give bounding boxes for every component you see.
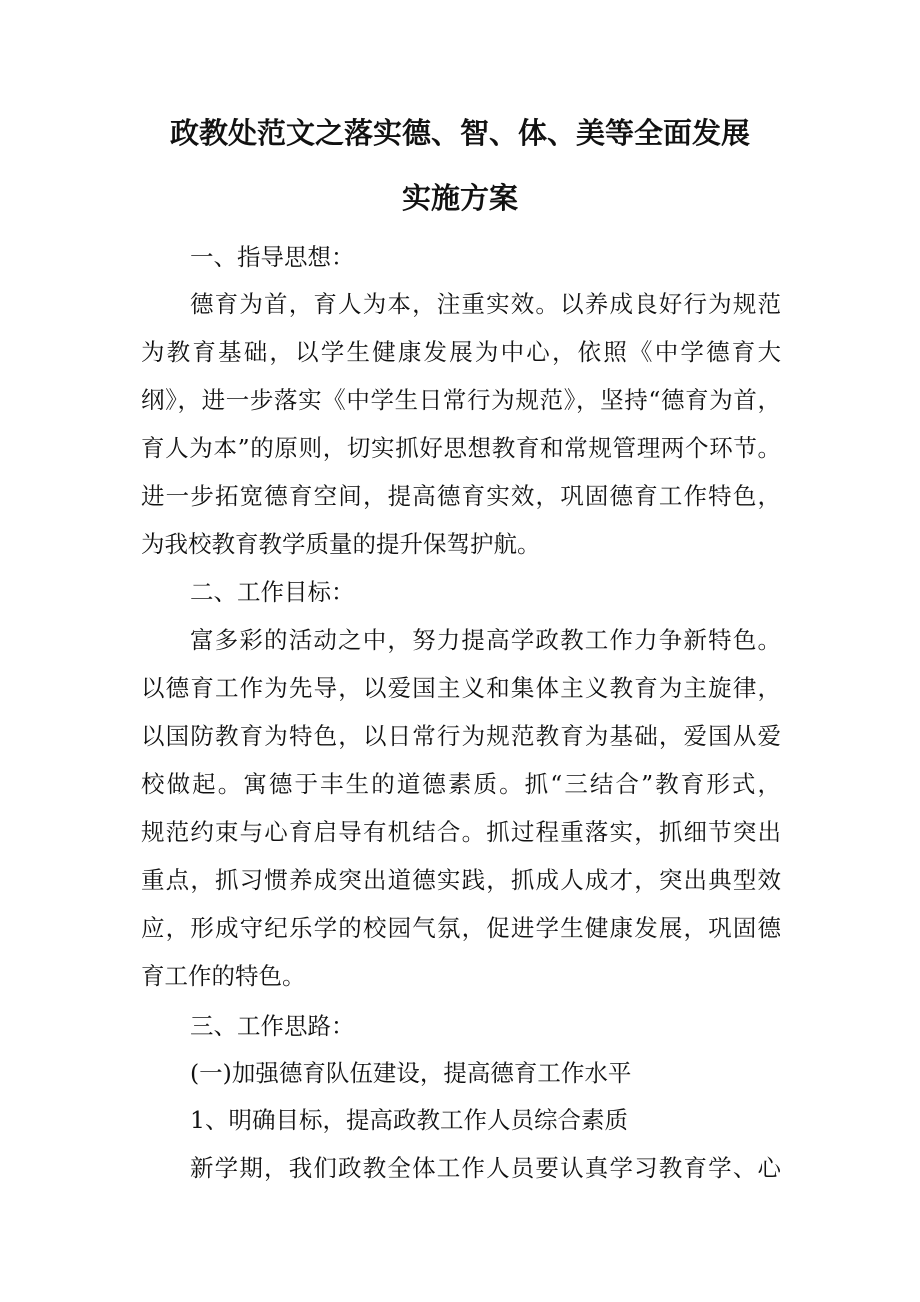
paragraph-2-line: 富多彩的活动之中，努力提高学政教工作力争新特色。 (190, 626, 781, 654)
paragraph-2-line: 重点，抓习惯养成突出道德实践，抓成人成才，突出典型效 (141, 866, 781, 894)
paragraph-3-line: 新学期，我们政教全体工作人员要认真学习教育学、心 (190, 1154, 781, 1182)
document-title-line-1: 政教处范文之落实德、智、体、美等全面发展 (169, 116, 750, 150)
paragraph-2-line: 应，形成守纪乐学的校园气氛，促进学生健康发展，巩固德 (141, 914, 781, 942)
paragraph-2-line: 规范约束与心育启导有机结合。抓过程重落实，抓细节突出 (141, 818, 781, 846)
paragraph-1-line: 育人为本”的原则，切实抓好思想教育和常规管理两个环节。 (141, 434, 781, 462)
paragraph-2-line: 以国防教育为特色，以日常行为规范教育为基础，爱国从爱 (141, 722, 781, 750)
paragraph-1-line: 进一步拓宽德育空间，提高德育实效，巩固德育工作特色， (141, 482, 781, 510)
section-3-heading: 三、工作思路： (190, 1012, 355, 1040)
document-title-line-2: 实施方案 (401, 181, 518, 215)
paragraph-1-line: 德育为首，育人为本，注重实效。以养成良好行为规范 (190, 290, 781, 318)
paragraph-2-line: 育工作的特色。 (141, 962, 306, 990)
subsection-1-heading: (一)加强德育队伍建设，提高德育工作水平 (190, 1059, 632, 1087)
paragraph-1-line: 纲》，进一步落实《中学生日常行为规范》，坚持“德育为首， (141, 386, 781, 414)
paragraph-1-line: 为我校教育教学质量的提升保驾护航。 (141, 530, 541, 558)
subsection-1-item-1: 1、明确目标，提高政教工作人员综合素质 (190, 1106, 628, 1134)
paragraph-2-line: 以德育工作为先导，以爱国主义和集体主义教育为主旋律， (141, 674, 781, 702)
section-1-heading: 一、指导思想： (190, 243, 355, 271)
paragraph-1-line: 为教育基础，以学生健康发展为中心，依照《中学德育大 (141, 338, 781, 366)
section-2-heading: 二、工作目标： (190, 578, 355, 606)
paragraph-2-line: 校做起。寓德于丰生的道德素质。抓“三结合”教育形式， (141, 770, 781, 798)
